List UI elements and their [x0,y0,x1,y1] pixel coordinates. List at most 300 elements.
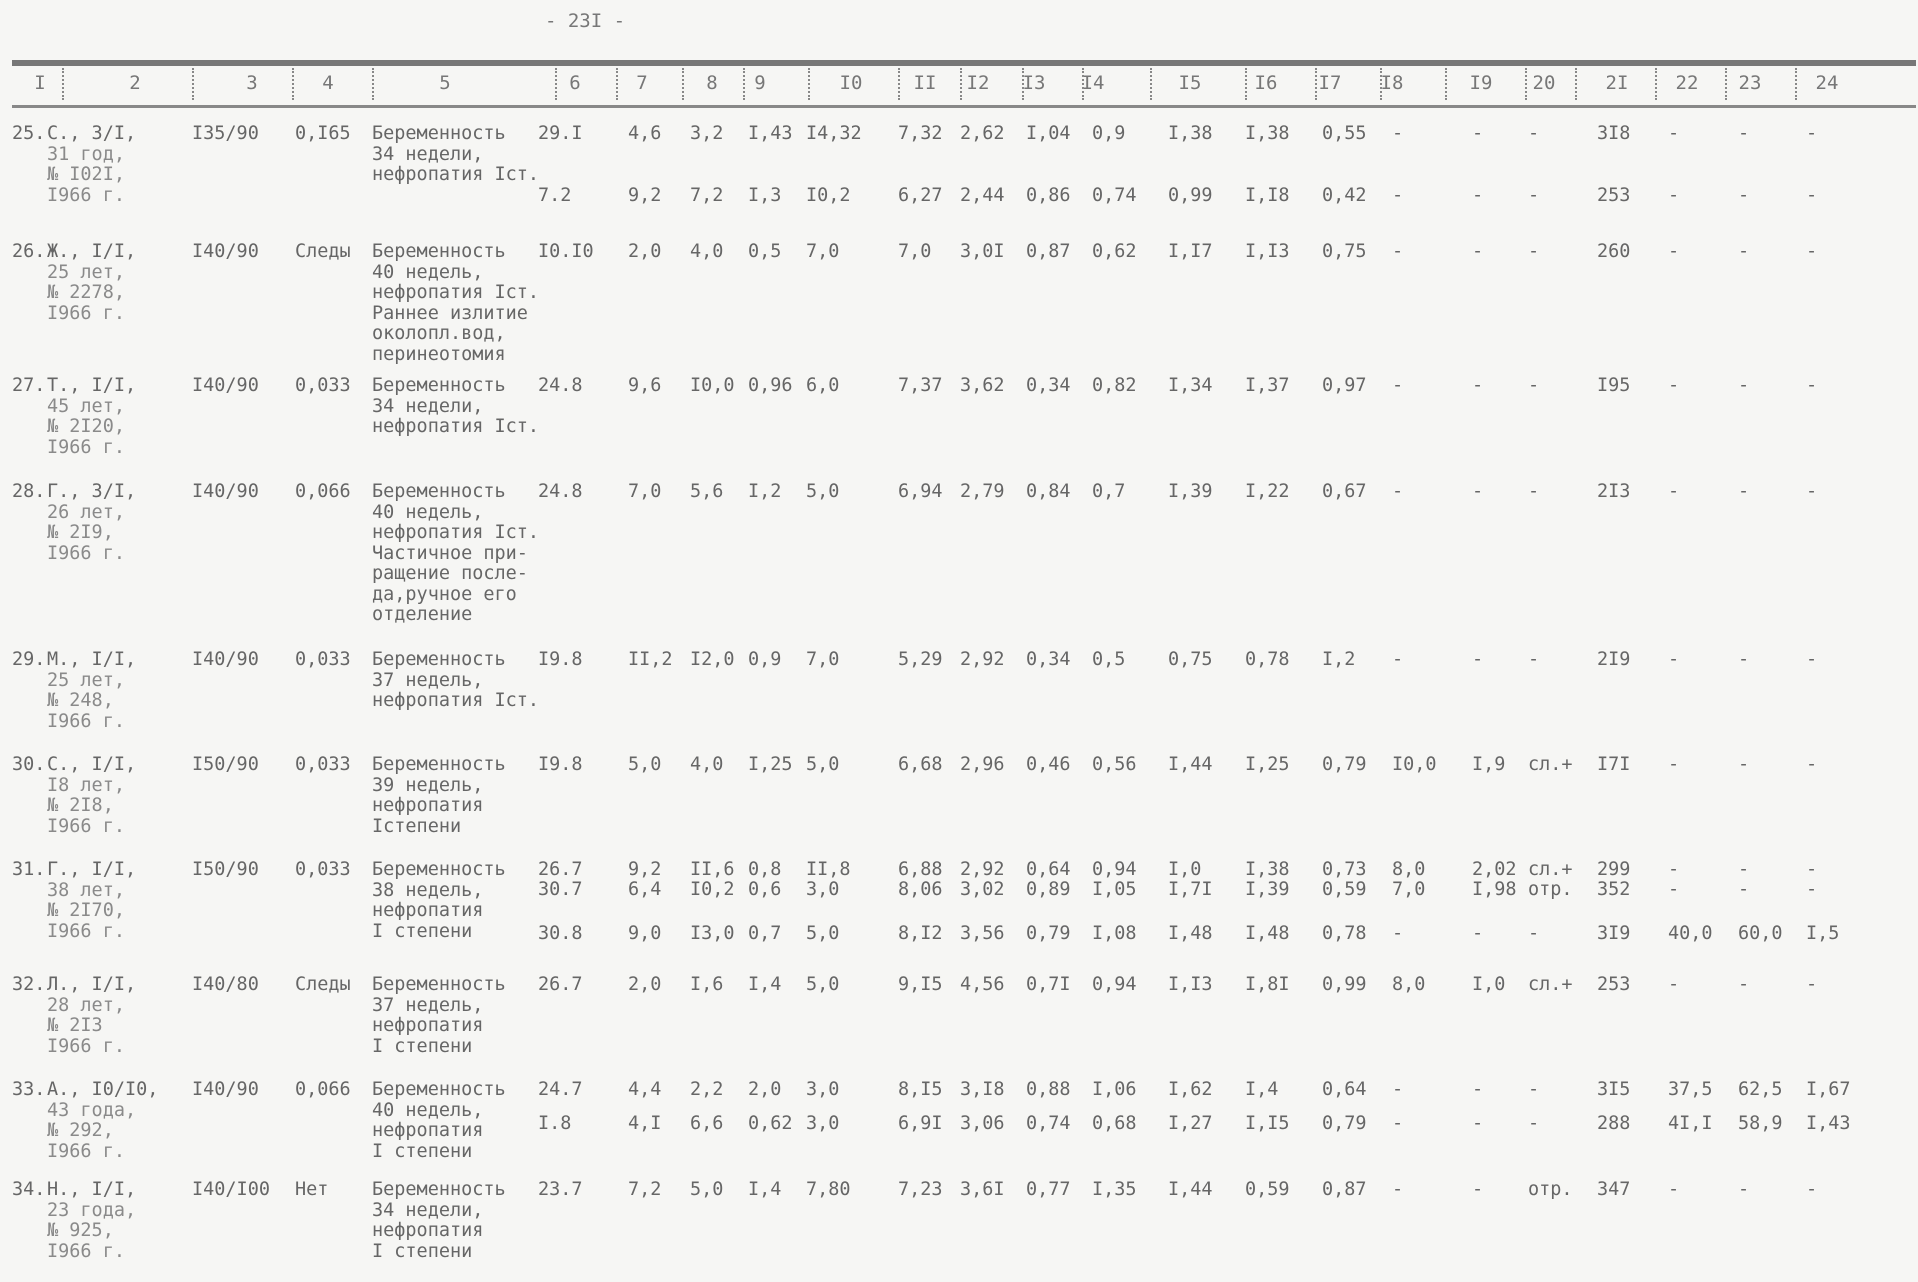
table-cell: 7,0 [806,649,840,670]
table-cell: 5,29 [898,649,943,670]
table-cell: 58,9 [1738,1113,1783,1134]
table-cell: I,38 [1245,859,1290,880]
column-number-15: I5 [1178,72,1202,94]
table-cell: - [1738,185,1750,206]
table-cell: - [1806,859,1818,880]
column-separator [1575,68,1577,100]
table-cell: 0,7I [1026,974,1071,995]
row-number: 32. [12,974,46,995]
table-cell: сл.+ [1528,974,1573,995]
diagnosis-line: нефропатия [372,900,484,921]
proteinuria-cell: 0,I65 [295,123,351,144]
table-cell: 347 [1597,1179,1631,1200]
patient-info-line: Ж., I/I, [47,241,137,262]
table-cell: 4,0 [690,754,724,775]
table-cell: 0,46 [1026,754,1071,775]
diagnosis-line: 37 недель, [372,994,484,1016]
table-top-rule [12,60,1916,66]
table-cell: 0,7 [1092,481,1126,502]
table-cell: 0,79 [1322,1113,1367,1134]
patient-info-line: № 2I70, [47,900,125,921]
diagnosis-line: Беременность [372,974,506,995]
table-cell: 7,0 [1392,879,1426,900]
table-cell: отр. [1528,1179,1573,1200]
table-cell: 29.I [538,123,583,144]
page-number: - 23I - [544,10,626,32]
column-separator [292,68,294,100]
diagnosis-line: да,ручное его [372,583,517,605]
blood-pressure-cell: I40/90 [192,481,259,502]
table-cell: I,0 [1168,859,1202,880]
proteinuria-cell: 0,033 [295,375,351,396]
table-cell: 0,68 [1092,1113,1137,1134]
table-cell: I,08 [1092,923,1137,944]
table-cell: 4,6 [628,123,662,144]
table-cell: I,4 [1245,1079,1279,1100]
table-cell: 3,I8 [960,1079,1005,1100]
table-cell: - [1528,923,1540,944]
patient-info-line: I966 г. [47,1240,125,1262]
table-cell: 2,96 [960,754,1005,775]
table-cell: I,25 [748,754,793,775]
diagnosis-line: 40 недель, [372,261,484,283]
diagnosis-line: Iстепени [372,815,462,837]
table-cell: 7,0 [806,241,840,262]
patient-info-line: Л., I/I, [47,974,137,995]
patient-info-line: С., I/I, [47,754,137,775]
proteinuria-cell: 0,033 [295,754,351,775]
table-cell: 5,0 [690,1179,724,1200]
table-cell: 62,5 [1738,1079,1783,1100]
table-cell: 0,59 [1322,879,1367,900]
column-number-13: I3 [1022,72,1046,94]
table-cell: 7,23 [898,1179,943,1200]
table-cell: - [1738,241,1750,262]
table-cell: I,38 [1168,123,1213,144]
table-cell: I,I8 [1245,185,1290,206]
column-number-18: I8 [1380,72,1404,94]
table-cell: 3,2 [690,123,724,144]
table-cell: 9,6 [628,375,662,396]
table-cell: 7,37 [898,375,943,396]
table-cell: - [1806,375,1818,396]
table-cell: 5,0 [628,754,662,775]
table-cell: - [1528,1113,1540,1134]
diagnosis-line: 40 недель, [372,501,484,523]
patient-info-line: I966 г. [47,436,125,458]
diagnosis-line: нефропатия Iст. [372,164,540,185]
table-cell: I0.I0 [538,241,594,262]
table-cell: I,22 [1245,481,1290,502]
column-separator [616,68,618,100]
diagnosis-line: Беременность [372,1079,506,1100]
table-cell: I2,0 [690,649,735,670]
table-cell: 0,5 [748,241,782,262]
patient-info-line: Т., I/I, [47,375,137,396]
column-separator [1315,68,1317,100]
table-cell: I0,2 [690,879,735,900]
table-cell: 0,67 [1322,481,1367,502]
table-cell: 37,5 [1668,1079,1713,1100]
table-cell: 8,0 [1392,974,1426,995]
table-cell: I,06 [1092,1079,1137,1100]
table-cell: - [1528,123,1540,144]
table-cell: 0,59 [1245,1179,1290,1200]
diagnosis-line: 34 недели, [372,143,484,165]
diagnosis-line: Беременность [372,241,506,262]
table-cell: - [1806,649,1818,670]
table-cell: I,I3 [1245,241,1290,262]
diagnosis-line: Беременность [372,123,506,144]
table-cell: 3I8 [1597,123,1631,144]
table-cell: I95 [1597,375,1631,396]
table-cell: - [1806,879,1818,900]
table-cell: 0,96 [748,375,793,396]
column-separator [62,68,64,100]
table-cell: 0,74 [1026,1113,1071,1134]
column-number-7: 7 [636,72,648,94]
column-number-17: I7 [1318,72,1342,94]
table-cell: I9.8 [538,754,583,775]
column-number-11: II [913,72,937,94]
diagnosis-line: Беременность [372,649,506,670]
table-cell: I,I3 [1168,974,1213,995]
table-cell: 6,9I [898,1113,943,1134]
table-cell: отр. [1528,879,1573,900]
table-cell: - [1472,185,1484,206]
patient-info-line: М., I/I, [47,649,137,670]
patient-info-line: № 292, [47,1120,114,1141]
blood-pressure-cell: I40/I00 [192,1179,270,1200]
table-cell: - [1738,481,1750,502]
table-cell: I,98 [1472,879,1517,900]
column-separator [1655,68,1657,100]
table-cell: - [1738,1179,1750,1200]
blood-pressure-cell: I50/90 [192,859,259,880]
table-cell: 0,79 [1026,923,1071,944]
table-cell: - [1472,481,1484,502]
table-cell: - [1668,481,1680,502]
column-number-5: 5 [439,72,451,94]
table-cell: 3,56 [960,923,1005,944]
patient-info-line: № I02I, [47,164,125,185]
proteinuria-cell: Нет [295,1179,329,1200]
table-cell: I,48 [1245,923,1290,944]
table-cell: I4,32 [806,123,862,144]
table-cell: 6,94 [898,481,943,502]
row-number: 31. [12,859,46,880]
table-cell: - [1392,241,1404,262]
table-cell: 26.7 [538,859,583,880]
table-cell: 26.7 [538,974,583,995]
table-cell: I,04 [1026,123,1071,144]
blood-pressure-cell: I40/90 [192,241,259,262]
column-separator [1725,68,1727,100]
column-separator [1022,68,1024,100]
table-cell: I,8I [1245,974,1290,995]
table-cell: 6,4 [628,879,662,900]
table-cell: 0,6 [748,879,782,900]
table-cell: - [1738,859,1750,880]
table-cell: 9,2 [628,185,662,206]
table-cell: 3,62 [960,375,1005,396]
diagnosis-line: ращение после- [372,563,528,584]
table-cell: I,44 [1168,1179,1213,1200]
table-cell: - [1528,375,1540,396]
column-separator [1245,68,1247,100]
column-number-16: I6 [1254,72,1278,94]
column-number-1: I [34,72,46,94]
table-cell: 4,56 [960,974,1005,995]
table-cell: 0,99 [1322,974,1367,995]
diagnosis-line: перинеотомия [372,343,506,365]
row-number: 33. [12,1079,46,1100]
patient-info-line: № 2I8, [47,795,114,816]
column-separator [960,68,962,100]
patient-info-line: Н., I/I, [47,1179,137,1200]
table-cell: 3I5 [1597,1079,1631,1100]
table-cell: I0,0 [1392,754,1437,775]
patient-info-line: 38 лет, [47,879,125,901]
table-cell: 260 [1597,241,1631,262]
column-separator [1380,68,1382,100]
table-cell: 0,97 [1322,375,1367,396]
blood-pressure-cell: I40/90 [192,649,259,670]
table-cell: 7,2 [628,1179,662,1200]
row-number: 29. [12,649,46,670]
diagnosis-line: 37 недель, [372,669,484,691]
table-cell: 2,02 [1472,859,1517,880]
table-cell: 3,06 [960,1113,1005,1134]
blood-pressure-cell: I40/90 [192,1079,259,1100]
table-cell: I9.8 [538,649,583,670]
patient-info-line: С., 3/I, [47,123,137,144]
table-cell: 9,I5 [898,974,943,995]
table-cell: 4,0 [690,241,724,262]
table-cell: 0,77 [1026,1179,1071,1200]
diagnosis-line: нефропатия Iст. [372,522,540,543]
table-cell: I,27 [1168,1113,1213,1134]
proteinuria-cell: Следы [295,974,351,995]
diagnosis-line: 40 недель, [372,1099,484,1121]
table-cell: 8,I2 [898,923,943,944]
table-cell: - [1668,1179,1680,1200]
table-cell: I,34 [1168,375,1213,396]
table-cell: 0,64 [1026,859,1071,880]
table-cell: 8,06 [898,879,943,900]
table-cell: - [1472,1113,1484,1134]
column-separator [1082,68,1084,100]
patient-info-line: № 2I9, [47,522,114,543]
table-cell: - [1392,1079,1404,1100]
patient-info-line: № 925, [47,1220,114,1241]
table-cell: 0,78 [1322,923,1367,944]
table-cell: 2,0 [628,241,662,262]
column-number-21: 2I [1605,72,1629,94]
table-cell: II,6 [690,859,735,880]
table-cell: 8,0 [1392,859,1426,880]
table-cell: 5,0 [806,923,840,944]
diagnosis-line: I степени [372,1035,473,1057]
table-cell: 6,68 [898,754,943,775]
table-cell: 0,86 [1026,185,1071,206]
table-cell: - [1392,1113,1404,1134]
table-cell: 0,88 [1026,1079,1071,1100]
blood-pressure-cell: I50/90 [192,754,259,775]
table-cell: 0,87 [1322,1179,1367,1200]
patient-info-line: I966 г. [47,1035,125,1057]
table-cell: 5,6 [690,481,724,502]
column-number-14: I4 [1081,72,1105,94]
table-cell: 0,99 [1168,185,1213,206]
table-cell: I,44 [1168,754,1213,775]
diagnosis-line: нефропатия Iст. [372,690,540,711]
table-cell: 0,9 [1092,123,1126,144]
table-cell: 30.8 [538,923,583,944]
diagnosis-line: Раннее излитие [372,302,528,324]
table-cell: 0,9 [748,649,782,670]
table-cell: 288 [1597,1113,1631,1134]
table-cell: 7,2 [690,185,724,206]
column-separator [1445,68,1447,100]
diagnosis-line: I степени [372,1240,473,1262]
patient-info-line: I966 г. [47,542,125,564]
table-cell: 0,78 [1245,649,1290,670]
table-cell: - [1668,123,1680,144]
diagnosis-line: I степени [372,1140,473,1162]
table-cell: I,43 [1806,1113,1851,1134]
table-cell: I,39 [1168,481,1213,502]
patient-info-line: I8 лет, [47,774,125,796]
table-cell: I,7I [1168,879,1213,900]
table-cell: 2,92 [960,859,1005,880]
column-number-6: 6 [569,72,581,94]
column-number-23: 23 [1738,72,1762,94]
table-cell: - [1806,123,1818,144]
table-cell: - [1806,754,1818,775]
diagnosis-line: околопл.вод, [372,323,506,344]
column-separator [808,68,810,100]
table-cell: I0,2 [806,185,851,206]
table-cell: 2,2 [690,1079,724,1100]
table-cell: - [1668,974,1680,995]
table-cell: - [1738,649,1750,670]
column-number-19: I9 [1469,72,1493,94]
column-number-8: 8 [706,72,718,94]
row-number: 30. [12,754,46,775]
table-cell: - [1528,649,1540,670]
table-cell: 352 [1597,879,1631,900]
table-cell: - [1528,185,1540,206]
table-cell: 253 [1597,185,1631,206]
table-cell: - [1738,754,1750,775]
table-cell: I,05 [1092,879,1137,900]
column-number-24: 24 [1815,72,1839,94]
table-cell: - [1472,923,1484,944]
table-cell: 2,0 [748,1079,782,1100]
table-cell: 6,6 [690,1113,724,1134]
table-cell: 0,5 [1092,649,1126,670]
table-cell: 3I9 [1597,923,1631,944]
column-number-20: 20 [1532,72,1556,94]
row-number: 25. [12,123,46,144]
row-number: 28. [12,481,46,502]
table-cell: - [1806,241,1818,262]
column-number-10: I0 [839,72,863,94]
table-cell: 9,2 [628,859,662,880]
table-cell: - [1392,185,1404,206]
column-number-9: 9 [754,72,766,94]
table-cell: - [1668,241,1680,262]
table-cell: 23.7 [538,1179,583,1200]
table-cell: 0,82 [1092,375,1137,396]
table-cell: I,5 [1806,923,1840,944]
table-cell: 3,6I [960,1179,1005,1200]
table-cell: - [1392,123,1404,144]
table-cell: 6,27 [898,185,943,206]
table-cell: 0,64 [1322,1079,1367,1100]
diagnosis-line: нефропатия [372,795,484,816]
table-cell: - [1668,859,1680,880]
table-cell: I,2 [1322,649,1356,670]
table-cell: 7,0 [898,241,932,262]
table-cell: 24.8 [538,481,583,502]
table-cell: I,2 [748,481,782,502]
table-cell: 0,84 [1026,481,1071,502]
table-cell: 7.2 [538,185,572,206]
diagnosis-line: нефропатия [372,1015,484,1036]
table-cell: - [1392,375,1404,396]
column-separator [1150,68,1152,100]
column-number-3: 3 [246,72,258,94]
table-cell: 0,34 [1026,375,1071,396]
table-cell: сл.+ [1528,859,1573,880]
patient-info-line: № 2278, [47,282,125,303]
table-cell: 24.8 [538,375,583,396]
table-cell: - [1668,754,1680,775]
table-cell: - [1392,649,1404,670]
diagnosis-line: отделение [372,604,473,625]
table-cell: II,8 [806,859,851,880]
patient-info-line: № 2I3 [47,1015,103,1036]
table-cell: 7,0 [628,481,662,502]
table-cell: - [1738,375,1750,396]
table-cell: 0,79 [1322,754,1367,775]
table-cell: 0,94 [1092,859,1137,880]
table-cell: 3,0 [806,879,840,900]
table-cell: 5,0 [806,754,840,775]
table-cell: 24.7 [538,1079,583,1100]
table-cell: I,I5 [1245,1113,1290,1134]
patient-info-line: Г., I/I, [47,859,137,880]
table-cell: I,I7 [1168,241,1213,262]
table-cell: I,4 [748,974,782,995]
table-cell: - [1472,241,1484,262]
table-cell: 0,75 [1322,241,1367,262]
table-cell: - [1668,649,1680,670]
patient-info-line: I966 г. [47,184,125,206]
patient-info-line: I966 г. [47,710,125,732]
table-cell: 2,44 [960,185,1005,206]
table-cell: - [1528,1079,1540,1100]
column-separator [682,68,684,100]
column-separator [372,68,374,100]
table-cell: 299 [1597,859,1631,880]
table-cell: сл.+ [1528,754,1573,775]
table-cell: 253 [1597,974,1631,995]
table-cell: 2I3 [1597,481,1631,502]
patient-info-line: 28 лет, [47,994,125,1016]
